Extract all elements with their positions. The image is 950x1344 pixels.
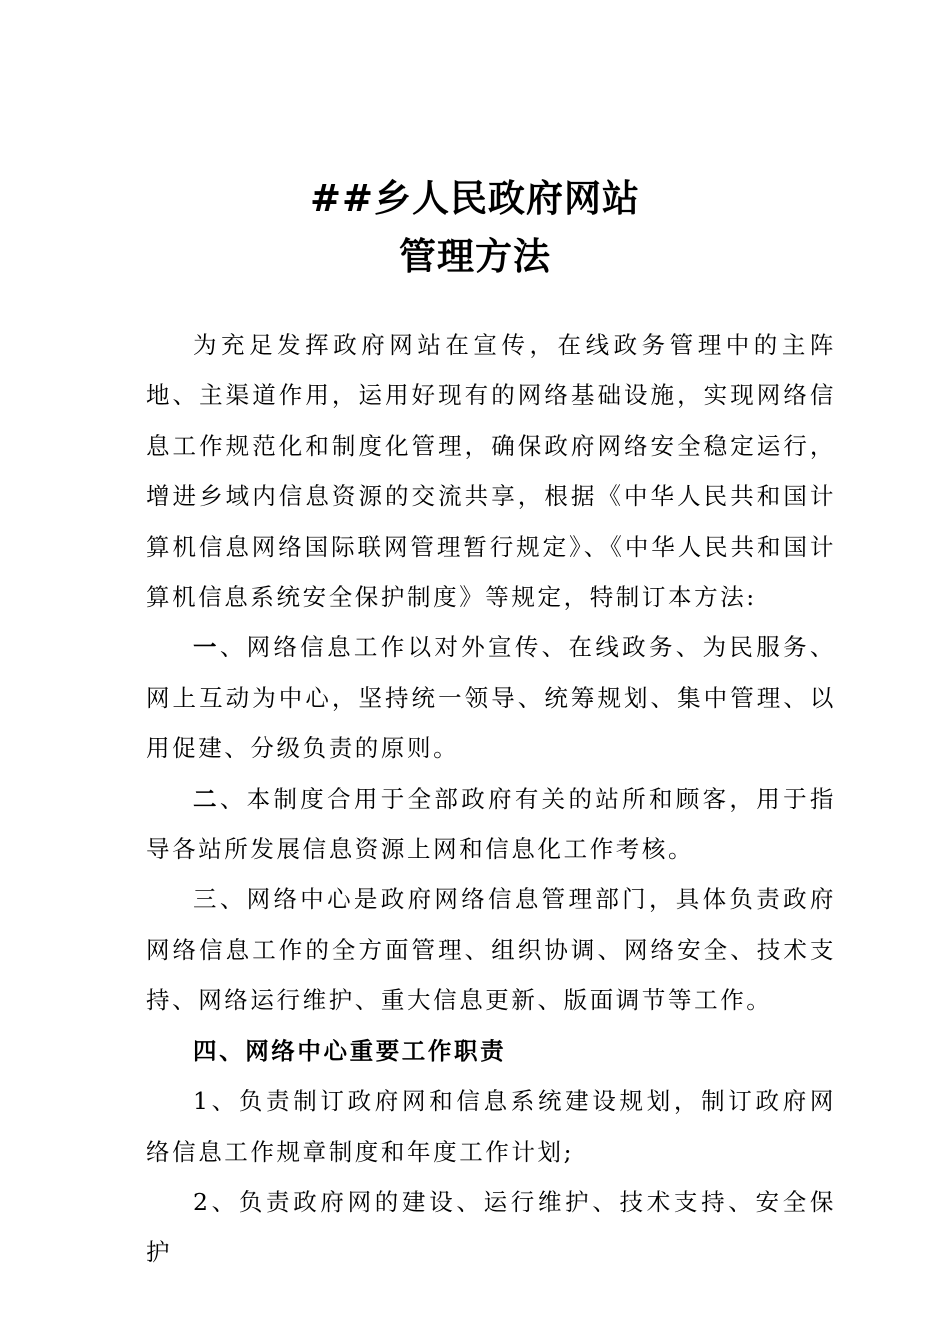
title-line-2: 管理方法: [399, 235, 551, 278]
intro-paragraph: 为充足发挥政府网站在宣传，在线政务管理中的主阵地、主渠道作用，运用好现有的网络基础设施，实现网络信息工作规范化和制度化管理，确保政府网络安全稳定运行，增进乡域内信息资源的交流共享，根据《中华人民共和国计算机信息网络国际联网管理暂行规定》、《中华人民共和国计算机信息系统安全保护制度》等规定，特制订本方法:: [146, 331, 836, 612]
section-4-heading: 四、网络中心重要工作职责: [193, 1036, 507, 1065]
document-body: [146, 320, 836, 1278]
title-line-1: ##乡人民政府网站: [309, 177, 640, 220]
section-3-number: 三: [193, 885, 220, 914]
item-2-paragraph: 2、负责政府网的建设、运行维护、技术支持、安全保护: [146, 1187, 836, 1267]
section-2-number: 二: [193, 784, 220, 813]
section-2-paragraph: [146, 774, 836, 875]
section-1-number: 一: [193, 633, 220, 662]
section-3-paragraph: [146, 874, 836, 1025]
item-1-paragraph: 1、负责制订政府网和信息系统建设规划，制订政府网络信息工作规章制度和年度工作计划;: [146, 1087, 836, 1166]
section-1-paragraph: [146, 622, 836, 773]
section-1-text: 、网络信息工作以对外宣传、在线政务、为民服务、网上互动为中心，坚持统一领导、统筹规划、集中管理、以用促建、分级负责的原则。: [146, 633, 836, 763]
document-title: [0, 170, 950, 286]
section-3-text: 、网络中心是政府网络信息管理部门，具体负责政府网络信息工作的全方面管理、组织协调、网络安全、技术支持、网络运行维护、重大信息更新、版面调节等工作。: [146, 885, 836, 1015]
section-2-text: 、本制度合用于全部政府有关的站所和顾客，用于指导各站所发展信息资源上网和信息化工作考核。: [146, 784, 836, 864]
